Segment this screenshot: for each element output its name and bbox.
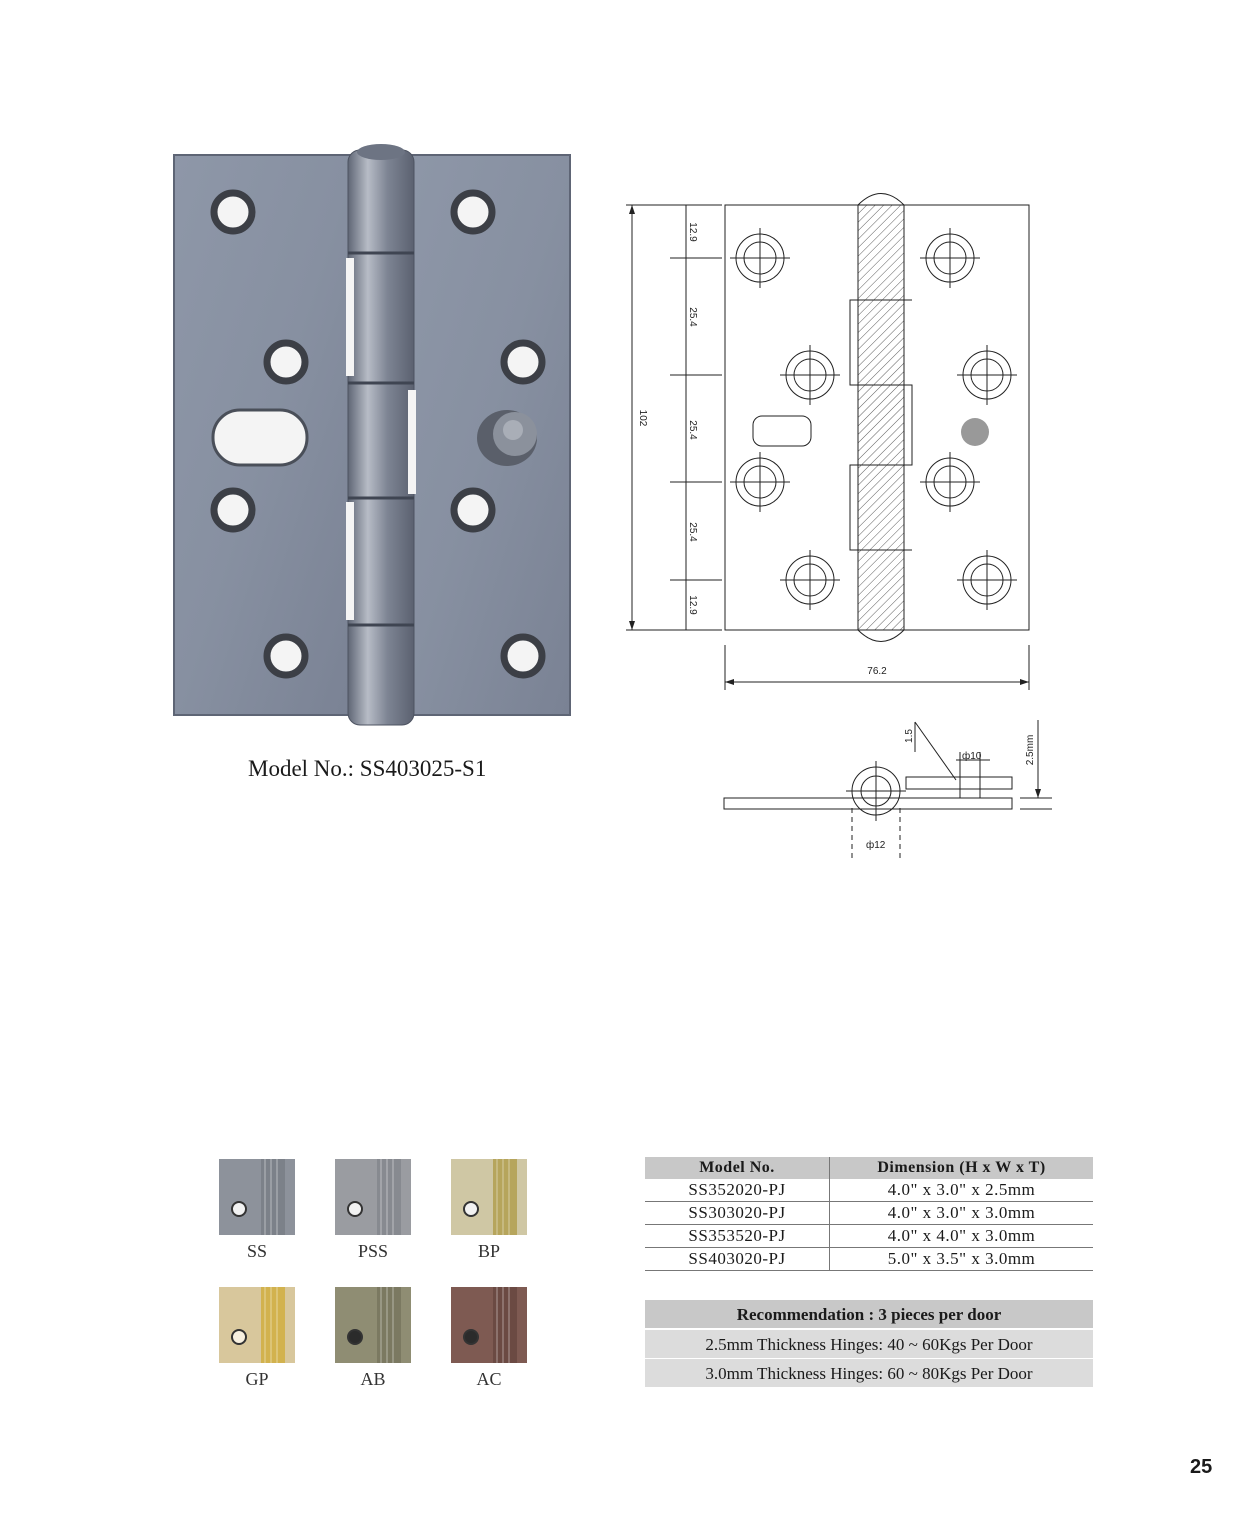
table-header-row bbox=[645, 1157, 1093, 1179]
model-caption: Model No.: SS403025-S1 bbox=[248, 756, 487, 781]
finish-code: BP bbox=[477, 1241, 501, 1261]
spec-table bbox=[645, 1157, 1093, 1271]
finish-code: SS bbox=[246, 1241, 268, 1261]
finish-swatch bbox=[451, 1287, 527, 1390]
finish-swatch bbox=[219, 1287, 295, 1390]
table-row bbox=[645, 1225, 1093, 1248]
technical-drawing bbox=[610, 190, 1050, 700]
dim-knuckle-diameter: ф12 bbox=[866, 840, 886, 851]
finish-sample bbox=[219, 1159, 295, 1235]
page-number: 25 bbox=[1190, 1456, 1213, 1478]
cell-dimension: 4.0" x 3.0" x 2.5mm bbox=[830, 1179, 1094, 1202]
finish-sample bbox=[451, 1287, 527, 1363]
section-drawing bbox=[700, 712, 1060, 872]
finish-swatch bbox=[335, 1159, 411, 1262]
cell-dimension: 4.0" x 4.0" x 3.0mm bbox=[830, 1225, 1094, 1248]
finish-code: GP bbox=[245, 1369, 269, 1389]
dim-pin-diameter: ф10 bbox=[962, 751, 982, 762]
header-model-no: Model No. bbox=[645, 1157, 830, 1179]
dim-segment-1: 12.9 bbox=[687, 222, 698, 242]
cell-model: SS403020-PJ bbox=[645, 1248, 830, 1271]
header-dimension: Dimension (H x W x T) bbox=[830, 1157, 1094, 1179]
table-row bbox=[645, 1202, 1093, 1225]
cell-model: SS303020-PJ bbox=[645, 1202, 830, 1225]
cell-dimension: 4.0" x 3.0" x 3.0mm bbox=[830, 1202, 1094, 1225]
finish-sample bbox=[335, 1287, 411, 1363]
recommendation-line: 2.5mm Thickness Hinges: 40 ~ 60Kgs Per Door bbox=[645, 1330, 1093, 1358]
finish-swatch bbox=[451, 1159, 527, 1262]
dim-width: 76.2 bbox=[867, 666, 887, 677]
recommendation-title: Recommendation : 3 pieces per door bbox=[645, 1300, 1093, 1328]
cell-model: SS352020-PJ bbox=[645, 1179, 830, 1202]
finish-sample bbox=[219, 1287, 295, 1363]
finish-sample bbox=[335, 1159, 411, 1235]
dim-segment-5: 12.9 bbox=[687, 595, 698, 615]
finish-swatch bbox=[219, 1159, 295, 1262]
dim-segment-2: 25.4 bbox=[687, 307, 698, 327]
finish-code: PSS bbox=[357, 1241, 389, 1261]
dim-leaf-offset: 1.5 bbox=[904, 729, 915, 743]
cell-model: SS353520-PJ bbox=[645, 1225, 830, 1248]
finish-code: AB bbox=[360, 1369, 386, 1389]
dim-segment-3: 25.4 bbox=[687, 420, 698, 440]
dim-segment-4: 25.4 bbox=[687, 522, 698, 542]
hinge-photo bbox=[170, 140, 580, 740]
dim-total-height: 102 bbox=[637, 409, 648, 427]
finish-swatch bbox=[335, 1287, 411, 1390]
cell-dimension: 5.0" x 3.5" x 3.0mm bbox=[830, 1248, 1094, 1271]
finish-code: AC bbox=[476, 1369, 502, 1389]
table-row bbox=[645, 1179, 1093, 1202]
dim-thickness: 2.5mm bbox=[1025, 734, 1036, 766]
recommendation-line: 3.0mm Thickness Hinges: 60 ~ 80Kgs Per Door bbox=[645, 1359, 1093, 1387]
table-row bbox=[645, 1248, 1093, 1271]
finish-sample bbox=[451, 1159, 527, 1235]
